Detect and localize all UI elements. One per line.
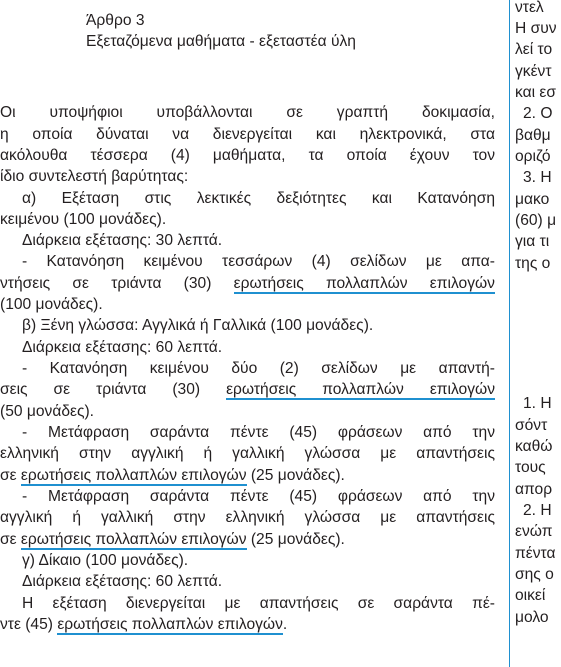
multiple-choice-term: ερωτήσεις πολλαπλών επιλογών [233,275,495,292]
body-line [0,273,495,294]
multiple-choice-term: ερωτήσεις πολλαπλών επιλογών [226,381,495,398]
adjacent-line: 2. Η [523,502,552,519]
adjacent-line: 1. Η [523,395,552,412]
body-text: (25 μονάδες). [246,467,345,484]
body-line: κειμένου (100 μονάδες). [0,211,167,228]
adjacent-line: οικεί [515,587,546,604]
adjacent-line: γκέντ [515,63,552,80]
body-line: (100 μονάδες). [0,296,103,313]
body-text: σεις σε τριάντα (30) [0,381,227,398]
adjacent-column-text [515,0,561,667]
body-text: (25 μονάδες). [246,531,345,548]
body-text: ντήσεις σε τριάντα (30) [0,275,234,292]
body-line: β) Ξένη γλώσσα: Αγγλικά ή Γαλλικά (100 μονάδες). [22,317,374,334]
body-line [0,529,495,550]
column-divider [509,0,510,667]
adjacent-line: ντελ [515,0,544,16]
body-line: αγγλική ή γαλλική στην ελληνική γλώσσα με απαντήσεις [0,509,495,526]
body-line: Διάρκεια εξέτασης: 60 λεπτά. [22,573,223,590]
body-line: Διάρκεια εξέτασης: 60 λεπτά. [22,339,223,356]
body-line: α) Εξέταση στις λεκτικές δεξιότητες και Κατανόηση [22,190,495,207]
multiple-choice-term: ερωτήσεις πολλαπλών επιλογών [20,531,247,548]
body-line: ακόλουθα τέσσερα (4) μαθήματα, τα οποία έχουν τον [0,147,495,164]
body-line [0,465,495,486]
multiple-choice-term: ερωτήσεις πολλαπλών επιλογών [20,467,247,484]
body-line: Η εξέταση διενεργείται με απαντήσεις σε σαράντα πέ- [22,595,495,612]
body-line: (50 μονάδες). [0,403,95,420]
body-text: σε [0,467,21,484]
adjacent-line: για τι [515,233,550,250]
adjacent-line: της ο [515,255,551,272]
body-text: . [282,616,288,633]
body-line: - Μετάφραση σαράντα πέντε (45) φράσεων από την [22,424,495,441]
body-line: Οι υποψήφιοι υποβάλλονται σε γραπτή δοκιμασία, [0,104,495,121]
body-line [0,379,495,400]
body-text: ντε (45) [0,616,58,633]
adjacent-line: 2. Ο [523,105,553,122]
body-line: Διάρκεια εξέτασης: 30 λεπτά. [22,232,223,249]
adjacent-line: λεί το [515,41,553,58]
body-line: ελληνική στην αγγλική ή γαλλική γλώσσα με απαντήσεις [0,445,495,462]
body-line: γ) Δίκαιο (100 μονάδες). [22,552,189,569]
adjacent-line: καθώ [515,438,553,455]
adjacent-line: ενώπ [515,523,553,540]
adjacent-line: πέντα [515,545,556,562]
adjacent-line: (60) μ [515,212,557,229]
adjacent-line: Η συν [515,20,557,37]
adjacent-line: οριζό [515,148,551,165]
body-line [0,614,495,635]
body-line: - Κατανόηση κειμένου τεσσάρων (4) σελίδων με απα- [22,253,495,270]
adjacent-line: απορ [515,481,553,498]
multiple-choice-term: ερωτήσεις πολλαπλών επιλογών [57,616,283,633]
adjacent-line: 3. Η [523,169,552,186]
adjacent-line: σόντ [515,417,548,434]
body-line: ίδιο συντελεστή βαρύτητας: [0,168,189,185]
adjacent-line: μολο [515,609,549,626]
adjacent-line: και εσ [515,84,556,101]
body-line: η οποία δύναται να διενεργείται και ηλεκτρονικά, στα [0,126,495,143]
adjacent-line: σης ο [515,566,554,583]
body-text: σε [0,531,21,548]
article-subheading: Εξεταζόμενα μαθήματα - εξεταστέα ύλη [86,33,356,50]
adjacent-line: μακο [515,191,550,208]
article-heading: Άρθρο 3 [86,12,145,29]
body-line: - Κατανόηση κειμένου δύο (2) σελίδων με απαντή- [22,360,495,377]
body-line: - Μετάφραση σαράντα πέντε (45) φράσεων από την [22,488,495,505]
adjacent-line: βαθμ [515,127,551,144]
adjacent-line: τους [515,459,546,476]
